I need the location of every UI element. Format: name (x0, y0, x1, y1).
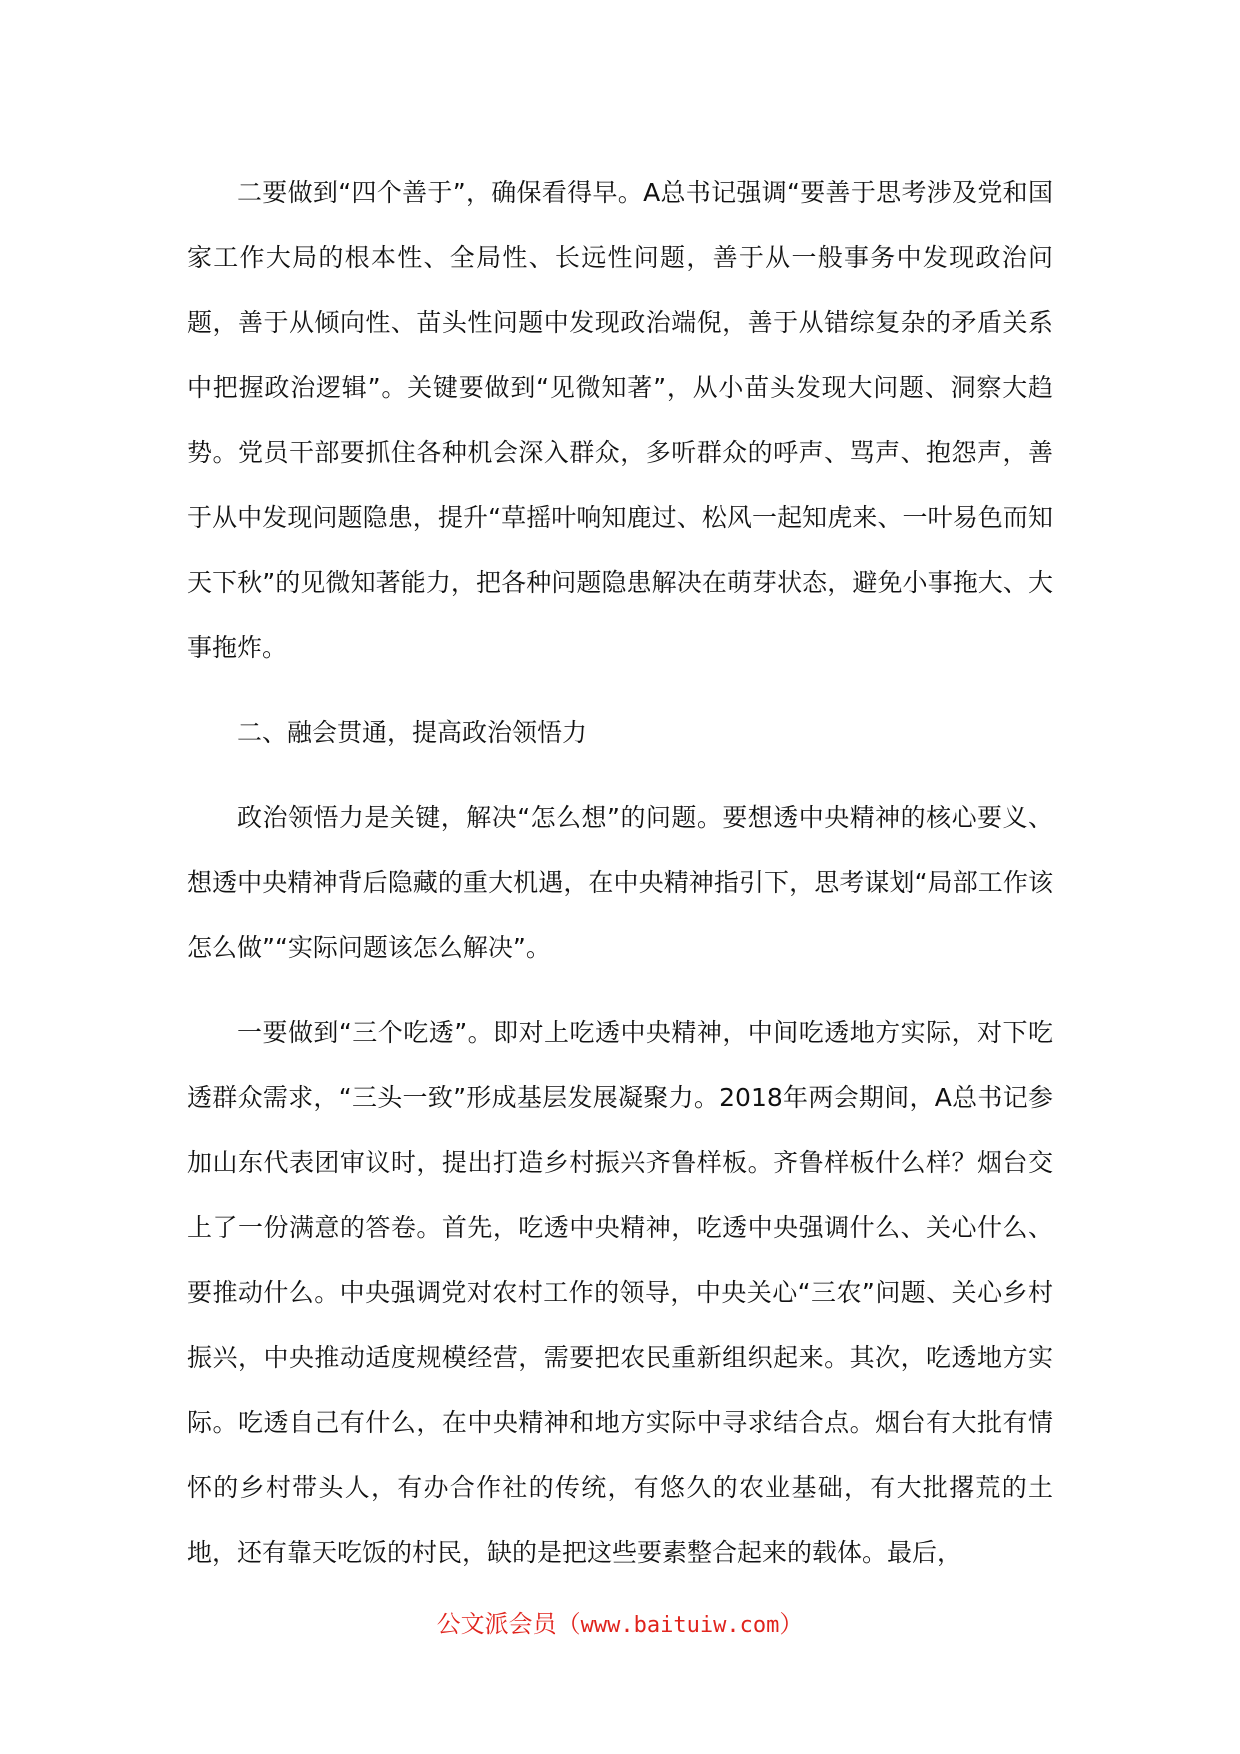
footer-url-link[interactable]: www.baituiw.com (580, 1613, 780, 1638)
paragraph-three-chitou: 一要做到“三个吃透”。即对上吃透中央精神，中间吃透地方实际，对下吃透群众需求，“三头一致”形成基层发展凝聚力。2018年两会期间，A总书记参加山东代表团审议时，提出打造乡村振兴齐鲁样板。齐鲁样板什么样？烟台交上了一份满意的答卷。首先，吃透中央精神，吃透中央强调什么、关心什么、要推动什么。中央强调党对农村工作的领导，中央关心“三农”问题、关心乡村振兴，中央推动适度规模经营，需要把农民重新组织起来。其次，吃透地方实际。吃透自己有什么，在中央精神和地方实际中寻求结合点。烟台有大批有情怀的乡村带头人，有办合作社的传统，有悠久的农业基础，有大批撂荒的土地，还有靠天吃饭的村民，缺的是把这些要素整合起来的载体。最后， (187, 1018, 1053, 1567)
footer-brand: 公文派会员 (436, 1610, 557, 1638)
footer-close-paren: ） (779, 1610, 804, 1638)
footer-watermark (0, 1604, 1240, 1639)
footer-open-paren: （ (556, 1610, 581, 1638)
section-heading: 二、融会贯通，提高政治领悟力 (237, 718, 588, 747)
paragraph-political-understanding: 政治领悟力是关键，解决“怎么想”的问题。要想透中央精神的核心要义、想透中央精神背后隐藏的重大机遇，在中央精神指引下，思考谋划“局部工作该怎么做”“实际问题该怎么解决”。 (187, 803, 1053, 962)
paragraph-four-shanyu: 二要做到“四个善于”，确保看得早。A总书记强调“要善于思考涉及党和国家工作大局的根本性、全局性、长远性问题，善于从一般事务中发现政治问题，善于从倾向性、苗头性问题中发现政治端倪，善于从错综复杂的矛盾关系中把握政治逻辑”。关键要做到“见微知著”，从小苗头发现大问题、洞察大趋势。党员干部要抓住各种机会深入群众，多听群众的呼声、骂声、抱怨声，善于从中发现问题隐患，提升“草摇叶响知鹿过、松风一起知虎来、一叶易色而知天下秋”的见微知著能力，把各种问题隐患解决在萌芽状态，避免小事拖大、大事拖炸。 (187, 178, 1053, 662)
document-body (187, 160, 1053, 1605)
